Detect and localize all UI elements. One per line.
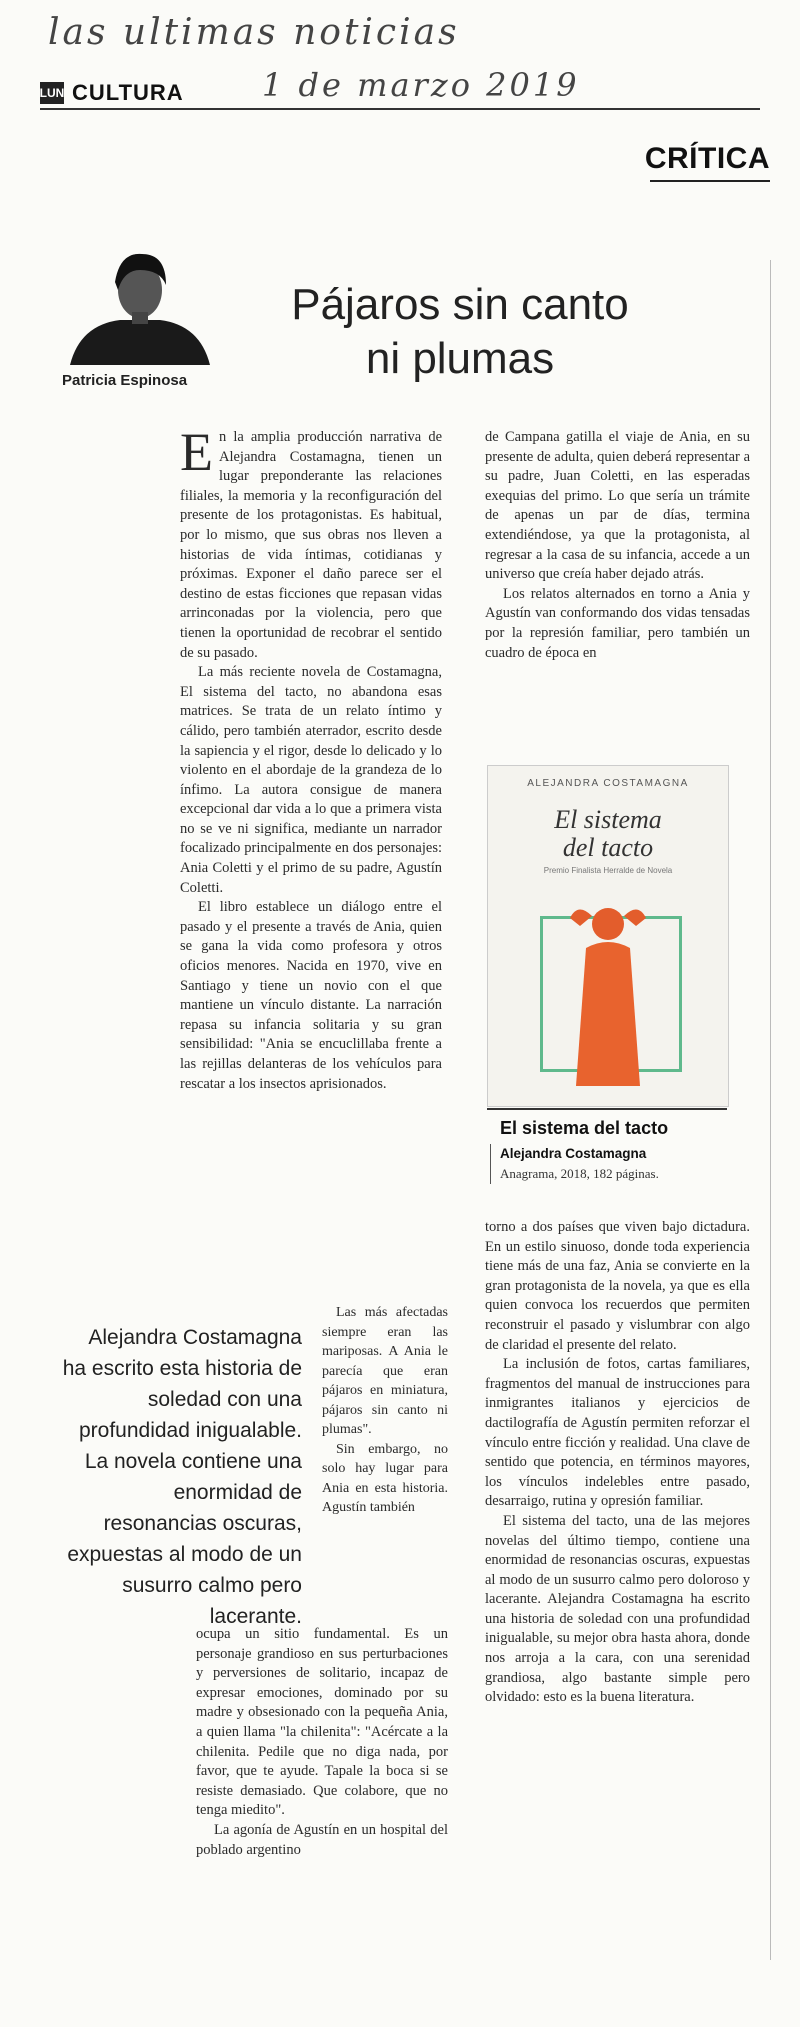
- article-paragraph: Las más afectadas siempre eran las mariposas. A Ania le parecía que eran pájaros en miniatura, pájaros sin canto ni plumas".: [322, 1305, 448, 1437]
- book-publication-info: Anagrama, 2018, 182 páginas.: [500, 1166, 659, 1181]
- article-column-2: [485, 428, 750, 663]
- article-column-1-bottom: [196, 1625, 448, 1860]
- page-edge-rule: [770, 260, 771, 1960]
- author-byline: Patricia Espinosa: [62, 372, 188, 389]
- book-divider: [487, 1108, 727, 1110]
- article-paragraph: ocupa un sitio fundamental. Es un personaje grandioso en sus perturbaciones y perversiones de solitario, incapaz de expresar emociones, dominado por su madre y obsesionado con la pequeña Ania, a quien llama "la chilenita": "Acércate a la chilenita. Pedile que no diga nada, por favor, que te ayude. Tapale la boca si se resiste demasiado. Que colabore, que no tenga miedito".: [196, 1626, 448, 1819]
- book-cover-title-line: del tacto: [562, 833, 654, 862]
- section-header: [40, 78, 760, 110]
- headline-line-1: Pájaros sin canto: [291, 280, 629, 329]
- book-cover-author: ALEJANDRA COSTAMAGNA: [527, 778, 689, 789]
- article-paragraph: La agonía de Agustín en un hospital del poblado argentino: [196, 1821, 448, 1858]
- headline: [270, 278, 650, 386]
- article-column-1-narrow: [322, 1303, 448, 1518]
- article-paragraph: Los relatos alternados en torno a Ania y Agustín van conformando dos vidas tensadas por la represión familiar, pero también un cuadro de época en: [485, 585, 750, 661]
- kicker-divider: [650, 180, 770, 182]
- article-paragraph: de Campana gatilla el viaje de Ania, en su presente de adulta, quien deberá representar a su padre, Juan Coletti, en las esperadas exequias del primo. Lo que sería un trámite de apenas un par de días, termina extendiéndose, ya que la protagonista, al regresar a la casa de su infancia, accede a un universo que creía haber dejado atrás.: [485, 429, 750, 583]
- article-paragraph: La inclusión de fotos, cartas familiares, fragmentos del manual de instrucciones para inmigrantes italianos y ejercicios de dactilografía de Agustín permiten reforzar el vínculo entre ficción y realidad. Una clave de sentido que potencia, en términos mayores, los vínculos indelebles entre pasado, desarraigo, rutina y opresión familiar.: [485, 1356, 750, 1510]
- author-photo: [60, 240, 220, 365]
- pull-quote: Alejandra Costamagna ha escrito esta historia de soledad con una profundidad inigualable. La novela contiene una enormidad de resonancias oscuras, expuestas al modo de un susurro calmo pero lacerante.: [62, 1326, 302, 1628]
- newspaper-logo-icon: LUN: [40, 82, 64, 104]
- kicker-label: CRÍTICA: [644, 142, 770, 175]
- handwritten-date: 1 de marzo 2019: [262, 66, 580, 104]
- book-cover-title-line: El sistema: [554, 805, 662, 834]
- section-name: CULTURA: [72, 80, 184, 105]
- article-paragraph: [180, 422, 442, 663]
- article-paragraph: El sistema del tacto, una de las mejores novelas del último tiempo, contiene una enormidad de resonancias oscuras, expuestas al modo de un susurro calmo pero doloroso y lacerante. Alejandra Costamagna ha escrito una historia de soledad con una profundidad inigualable, su mejor obra hasta ahora, donde nos arroja a la cara, con una serenidad grandiosa, algo bastante simple pero olvidado: esto es la buena literatura.: [485, 1512, 750, 1706]
- headline-line-2: ni plumas: [365, 334, 555, 383]
- article-column-1: [180, 422, 442, 1094]
- book-cover-subtitle: Premio Finalista Herralde de Novela: [543, 866, 673, 875]
- article-column-2-bottom: [485, 1218, 750, 1708]
- article-paragraph: La más reciente novela de Costamagna, El sistema del tacto, no abandona esas matrices. Se trata de un relato íntimo y cálido, pero también aterrador, escrito desde la sapiencia y el rigor, desde lo delicado y lo violento en el abordaje de la grandeza de lo ínfimo. La autora consigue de manera excepcional dar vida a lo que a primera vista no se ve ni significa, mediante un narrador focalizado principalmente en dos personajes: Ania Coletti y el primo de su padre, Agustín Coletti.: [180, 664, 442, 896]
- book-info-rule: [490, 1144, 491, 1184]
- drop-cap: E: [180, 422, 213, 482]
- book-cover-title: [488, 806, 728, 862]
- article-paragraph: El libro establece un diálogo entre el pasado y el presente a través de Ania, quien se gana la vida como profesora y otros oficios menores. Nacida en 1970, vive en Santiago y tiene un novio con el que mantiene un vínculo distante. La narración repasa su infancia solitaria y su gran sensibilidad: "Ania se encuclillaba frente a las rejillas delanteras de los vehículos para rescatar a los insectos aprisionados.: [180, 899, 442, 1092]
- book-author: Alejandra Costamagna: [500, 1146, 647, 1161]
- paragraph-text: n la amplia producción narrativa de Alejandra Costamagna, tienen un lugar preponderante las relaciones filiales, la memoria y la reconfiguración del presente de los protagonistas. Es habitual, por lo mismo, que sus obras nos lleven a historias de vida íntimas, cotidianas y próximas. Exponer el daño parece ser el destino de estas ficciones que repasan vidas arrinconadas por la violencia, pero que tienen la oportunidad de recobrar el sentido de su pasado.: [180, 429, 442, 661]
- handwritten-newspaper-name: las ultimas noticias: [48, 12, 460, 53]
- book-cover-figure: [548, 896, 668, 1086]
- article-paragraph: torno a dos países que viven bajo dictadura. En un estilo sinuoso, donde toda experiencia tiene más de una faz, Ania se convierte en la gran protagonista de la novela, ya que es ella quien convoca los recuerdos que permiten reconstruir el pasado y vislumbrar con algo de claridad el presente del relato.: [485, 1219, 750, 1353]
- book-cover-image: [487, 765, 729, 1107]
- article-paragraph: Sin embargo, no solo hay lugar para Ania en esta historia. Agustín también: [322, 1441, 448, 1515]
- book-title: El sistema del tacto: [500, 1118, 669, 1138]
